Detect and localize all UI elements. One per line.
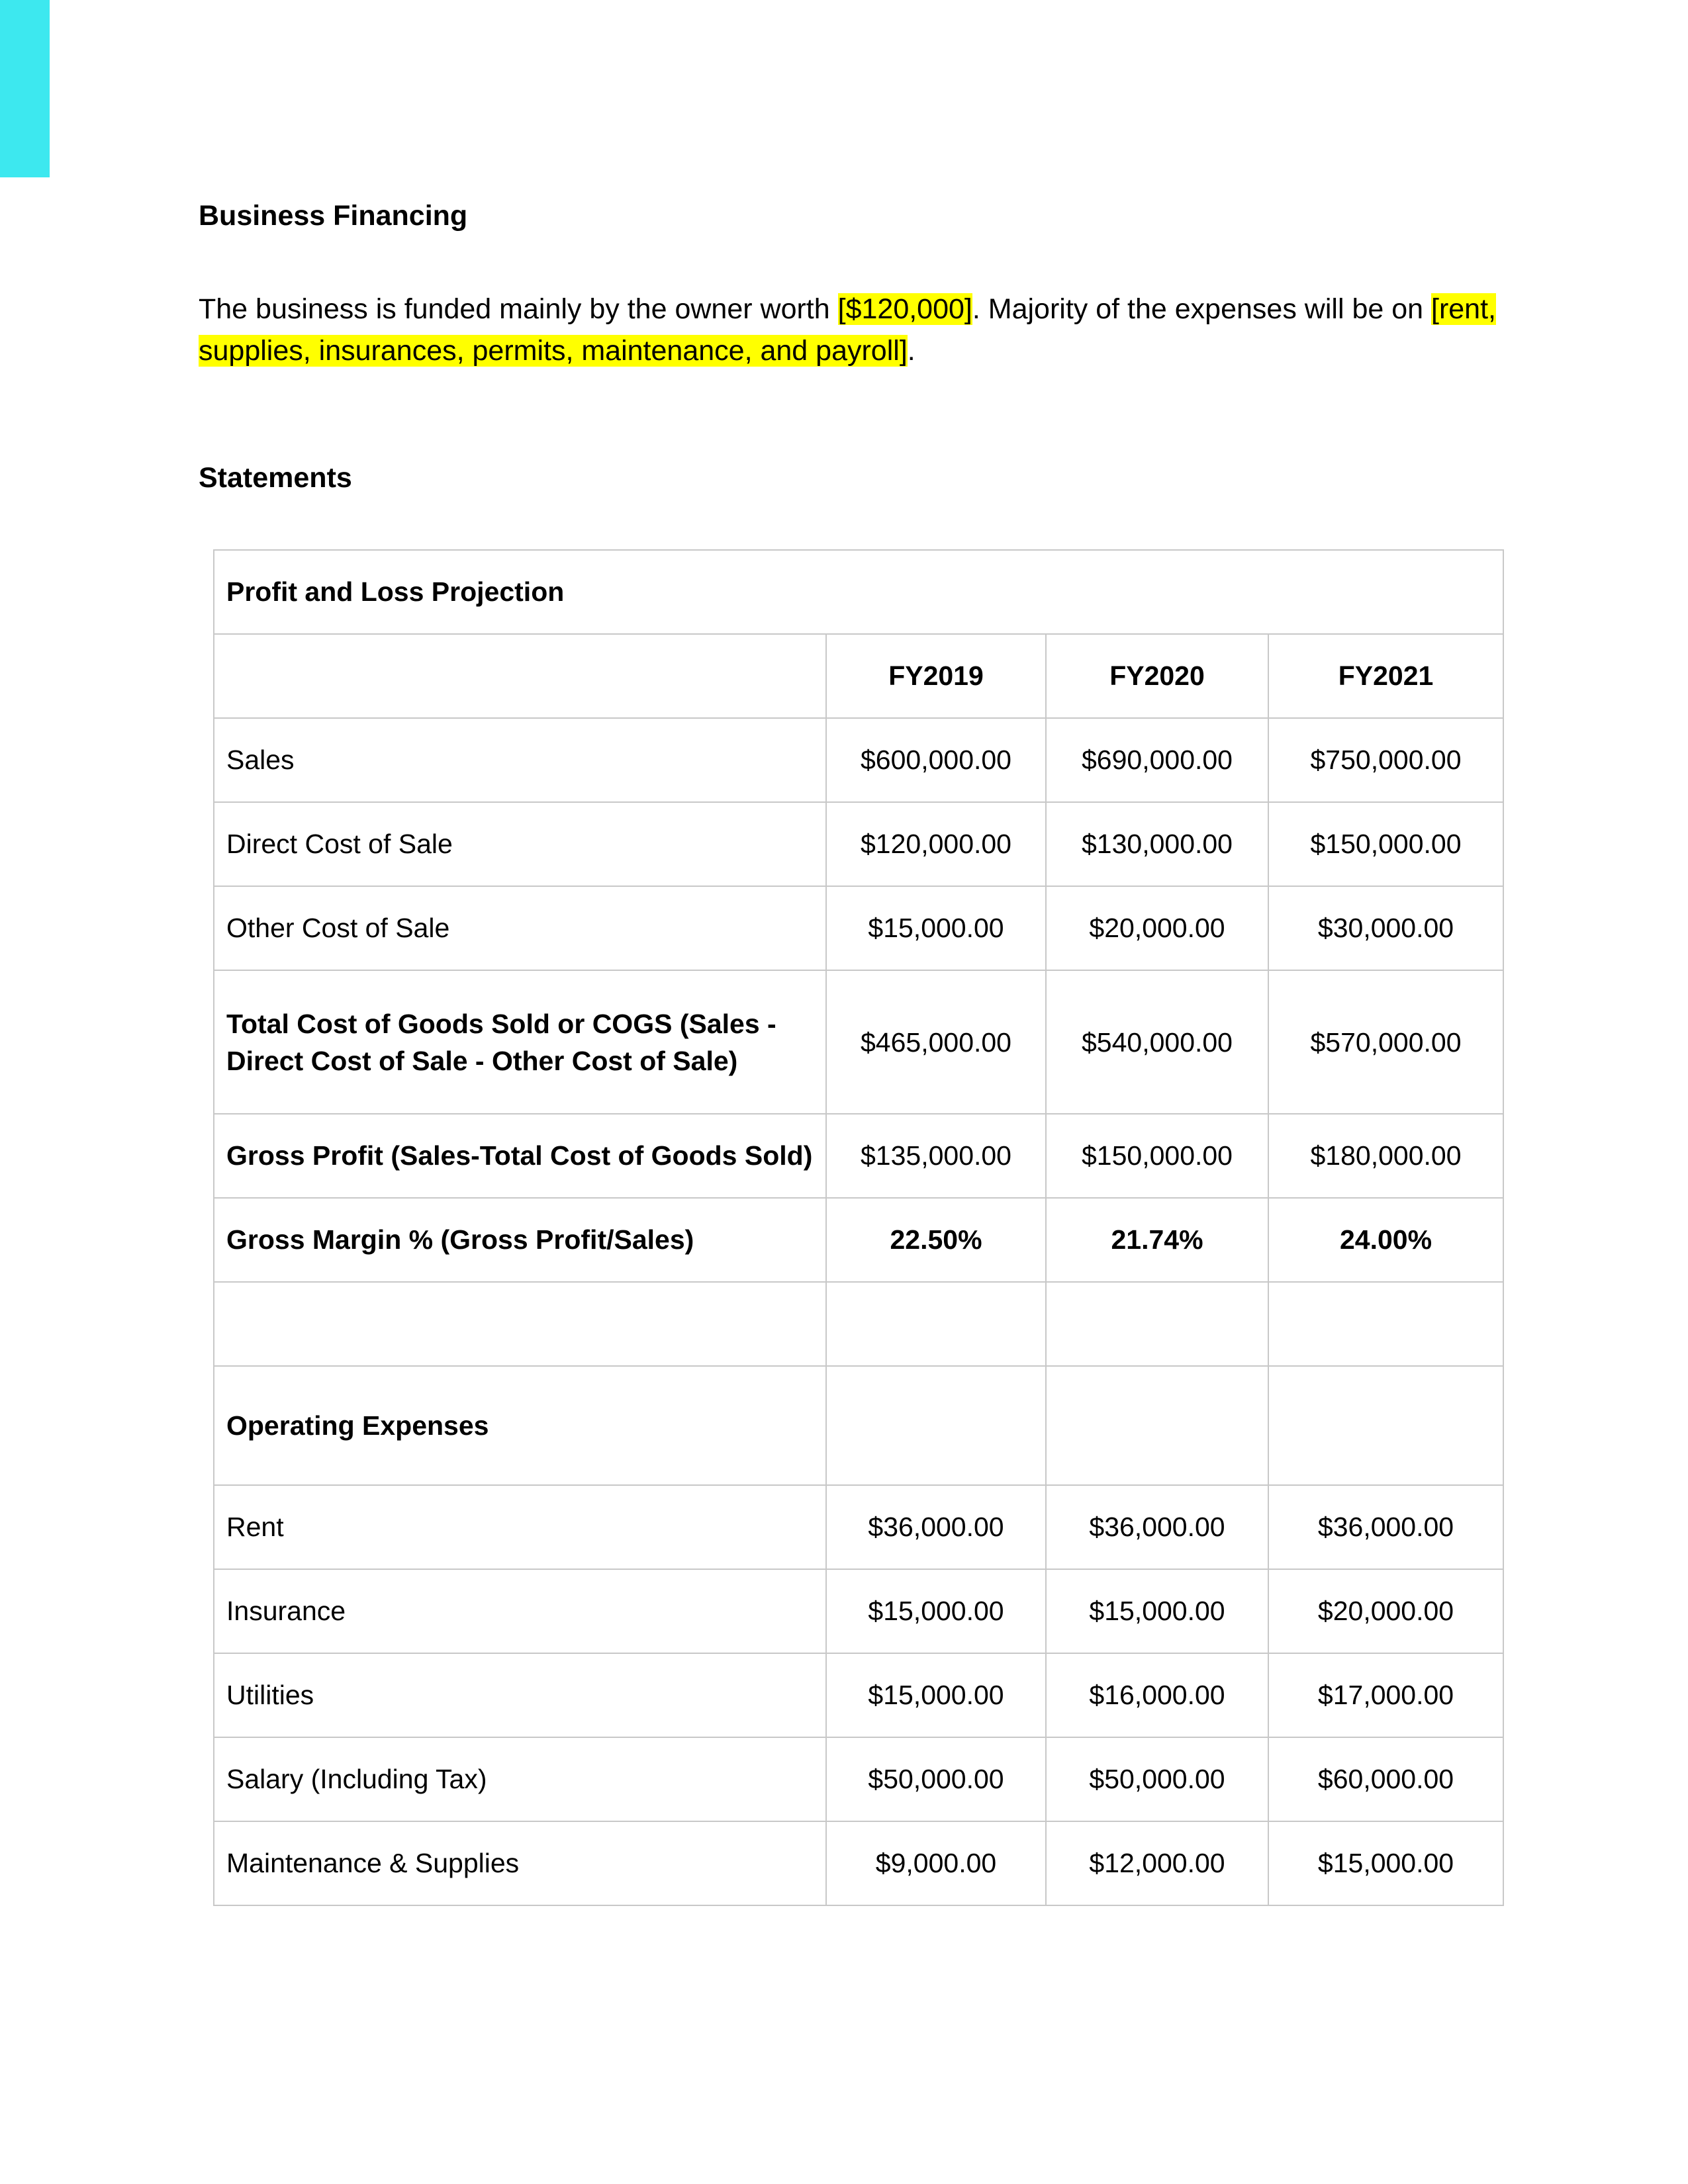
value-cell: $17,000.00 [1268, 1653, 1503, 1737]
empty-row [214, 1282, 1503, 1366]
section-header-row [214, 1366, 1503, 1485]
value-cell: $30,000.00 [1268, 886, 1503, 970]
profit-loss-table [213, 549, 1504, 1906]
row-label: Total Cost of Goods Sold or COGS (Sales - Direct Cost of Sale - Other Cost of Sale) [214, 970, 826, 1114]
value-cell: $570,000.00 [1268, 970, 1503, 1114]
value-cell: $130,000.00 [1046, 802, 1268, 886]
year-header: FY2020 [1046, 634, 1268, 718]
value-cell: $150,000.00 [1268, 802, 1503, 886]
paragraph-text: . [907, 335, 915, 367]
year-header: FY2021 [1268, 634, 1503, 718]
table-row [214, 1569, 1503, 1653]
row-label: Gross Profit (Sales-Total Cost of Goods Sold) [214, 1114, 826, 1198]
row-label: Insurance [214, 1569, 826, 1653]
value-cell: $540,000.00 [1046, 970, 1268, 1114]
empty-cell [1268, 1282, 1503, 1366]
table-row [214, 1198, 1503, 1282]
value-cell: $16,000.00 [1046, 1653, 1268, 1737]
value-cell: $600,000.00 [826, 718, 1046, 802]
paragraph-text: The business is funded mainly by the owner worth [199, 293, 838, 325]
row-label: Other Cost of Sale [214, 886, 826, 970]
empty-cell [1046, 1366, 1268, 1485]
table-row [214, 718, 1503, 802]
value-cell: $50,000.00 [826, 1737, 1046, 1821]
table-row [214, 1737, 1503, 1821]
value-cell: $20,000.00 [1268, 1569, 1503, 1653]
statements-heading: Statements [199, 462, 352, 494]
row-label: Sales [214, 718, 826, 802]
table-row [214, 1653, 1503, 1737]
value-cell: $12,000.00 [1046, 1821, 1268, 1905]
row-label: Rent [214, 1485, 826, 1569]
paragraph-text: . Majority of the expenses will be on [972, 293, 1431, 325]
value-cell: $20,000.00 [1046, 886, 1268, 970]
value-cell: $50,000.00 [1046, 1737, 1268, 1821]
table-row [214, 1114, 1503, 1198]
value-cell: $15,000.00 [1268, 1821, 1503, 1905]
empty-cell [1046, 1282, 1268, 1366]
table-title-row [214, 550, 1503, 634]
value-cell: $36,000.00 [1268, 1485, 1503, 1569]
table-row [214, 886, 1503, 970]
value-cell: $15,000.00 [826, 886, 1046, 970]
operating-expenses-label: Operating Expenses [214, 1366, 826, 1485]
expenses-highlight: [rent, supplies, insurances, permits, maintenance, and payroll] [199, 293, 1496, 367]
value-cell: $150,000.00 [1046, 1114, 1268, 1198]
empty-cell [1268, 1366, 1503, 1485]
accent-bar [0, 0, 50, 177]
business-financing-paragraph [199, 289, 1509, 372]
value-cell: $120,000.00 [826, 802, 1046, 886]
value-cell: $15,000.00 [826, 1569, 1046, 1653]
value-cell: $690,000.00 [1046, 718, 1268, 802]
value-cell: $9,000.00 [826, 1821, 1046, 1905]
row-label: Salary (Including Tax) [214, 1737, 826, 1821]
funding-amount-highlight: [$120,000] [837, 293, 972, 325]
value-cell: $60,000.00 [1268, 1737, 1503, 1821]
value-cell: $36,000.00 [1046, 1485, 1268, 1569]
row-label: Direct Cost of Sale [214, 802, 826, 886]
table-header-row [214, 634, 1503, 718]
value-cell: $750,000.00 [1268, 718, 1503, 802]
value-cell: $135,000.00 [826, 1114, 1046, 1198]
value-cell: $36,000.00 [826, 1485, 1046, 1569]
table-row [214, 1821, 1503, 1905]
year-header: FY2019 [826, 634, 1046, 718]
table-row [214, 1485, 1503, 1569]
table-row [214, 802, 1503, 886]
business-financing-heading: Business Financing [199, 200, 468, 232]
empty-cell [826, 1282, 1046, 1366]
empty-cell [214, 1282, 826, 1366]
value-cell: $15,000.00 [826, 1653, 1046, 1737]
empty-cell [214, 634, 826, 718]
value-cell: 24.00% [1268, 1198, 1503, 1282]
value-cell: 22.50% [826, 1198, 1046, 1282]
row-label: Utilities [214, 1653, 826, 1737]
row-label: Gross Margin % (Gross Profit/Sales) [214, 1198, 826, 1282]
row-label: Maintenance & Supplies [214, 1821, 826, 1905]
table-row [214, 970, 1503, 1114]
empty-cell [826, 1366, 1046, 1485]
value-cell: $465,000.00 [826, 970, 1046, 1114]
table-title: Profit and Loss Projection [214, 550, 1503, 634]
value-cell: $15,000.00 [1046, 1569, 1268, 1653]
value-cell: 21.74% [1046, 1198, 1268, 1282]
value-cell: $180,000.00 [1268, 1114, 1503, 1198]
